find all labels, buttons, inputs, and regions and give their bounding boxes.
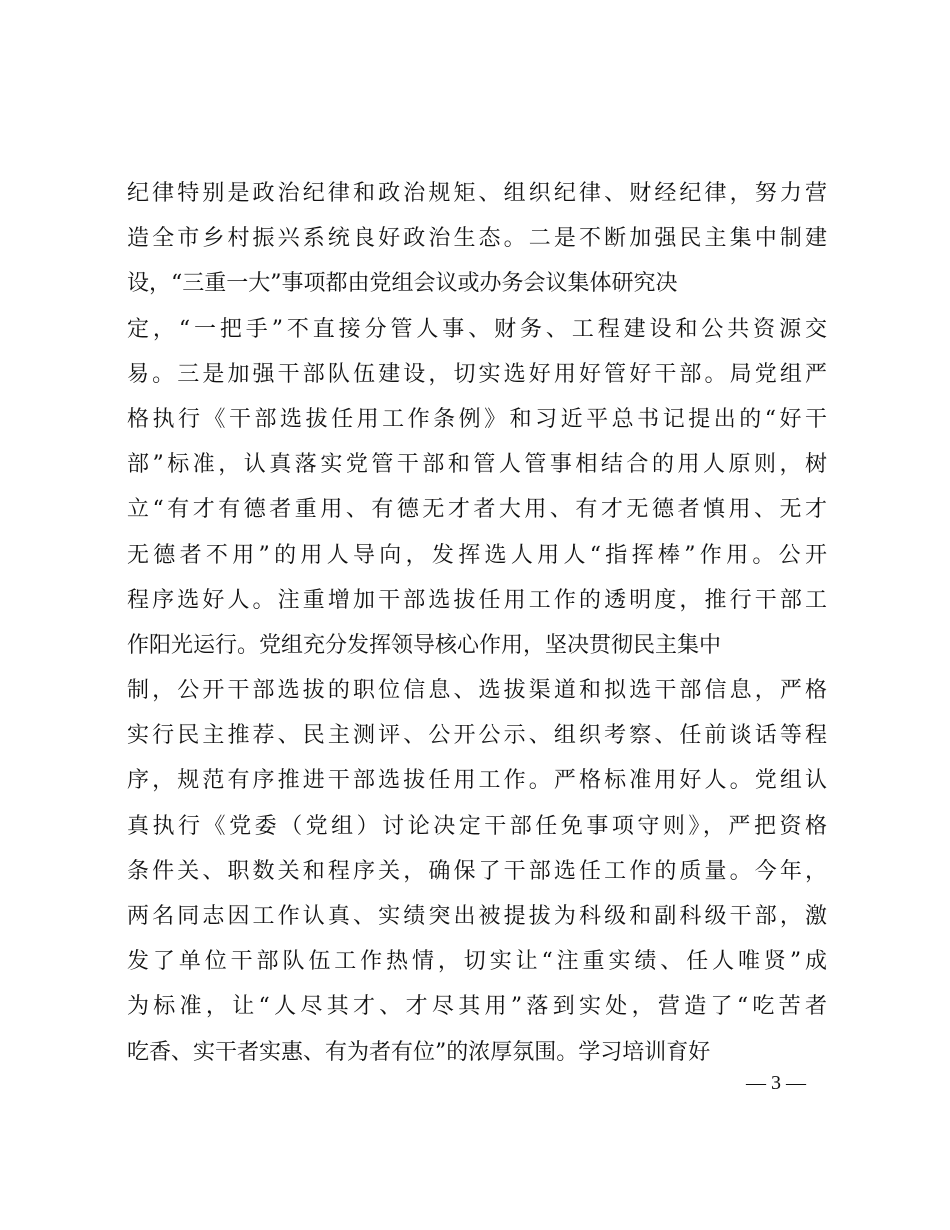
- text-line: 发了单位干部队伍工作热情，切实让“注重实绩、任人唯贤”成: [127, 949, 827, 975]
- text-line: 易。三是加强干部队伍建设，切实选好用好管好干部。局党组严: [127, 361, 827, 387]
- text-line: 作阳光运行。党组充分发挥领导核心作用，坚决贯彻民主集中: [127, 632, 722, 658]
- text-line: 造全市乡村振兴系统良好政治生态。二是不断加强民主集中制建: [127, 226, 827, 252]
- text-line: 无德者不用”的用人导向，发挥选人用人“指挥棒”作用。公开: [127, 542, 827, 568]
- text-line: 部”标准，认真落实党管干部和管人管事相结合的用人原则，树: [127, 452, 827, 478]
- text-line: 为标准，让“人尽其才、才尽其用”落到实处，营造了“吃苦者: [127, 994, 827, 1020]
- text-line: 定，“一把手”不直接分管人事、财务、工程建设和公共资源交: [127, 316, 827, 342]
- text-line: 实行民主推荐、民主测评、公开公示、组织考察、任前谈话等程: [127, 723, 827, 749]
- text-line: 两名同志因工作认真、实绩突出被提拔为科级和副科级干部，激: [127, 904, 827, 929]
- page-number: — 3 —: [746, 1072, 806, 1094]
- text-line: 设，“三重一大”事项都由党组会议或办务会议集体研究决: [127, 271, 678, 297]
- text-line: 立“有才有德者重用、有德无才者大用、有才无德者慎用、无才: [127, 497, 827, 523]
- text-line: 条件关、职数关和程序关，确保了干部选任工作的质量。今年，: [127, 858, 827, 884]
- text-line: 制，公开干部选拔的职位信息、选拔渠道和拟选干部信息，严格: [127, 678, 827, 704]
- text-line: 程序选好人。注重增加干部选拔任用工作的透明度，推行干部工: [127, 587, 827, 613]
- text-line: 格执行《干部选拔任用工作条例》和习近平总书记提出的“好干: [127, 406, 827, 432]
- body-text: [127, 171, 827, 1075]
- text-line: 纪律特别是政治纪律和政治规矩、组织纪律、财经纪律，努力营: [127, 181, 827, 206]
- text-line: 真执行《党委（党组）讨论决定干部任免事项守则》，严把资格: [127, 813, 827, 839]
- text-line: 吃香、实干者实惠、有为者有位”的浓厚氛围。学习培训育好: [127, 1039, 711, 1065]
- text-line: 序，规范有序推进干部选拔任用工作。严格标准用好人。党组认: [127, 768, 827, 794]
